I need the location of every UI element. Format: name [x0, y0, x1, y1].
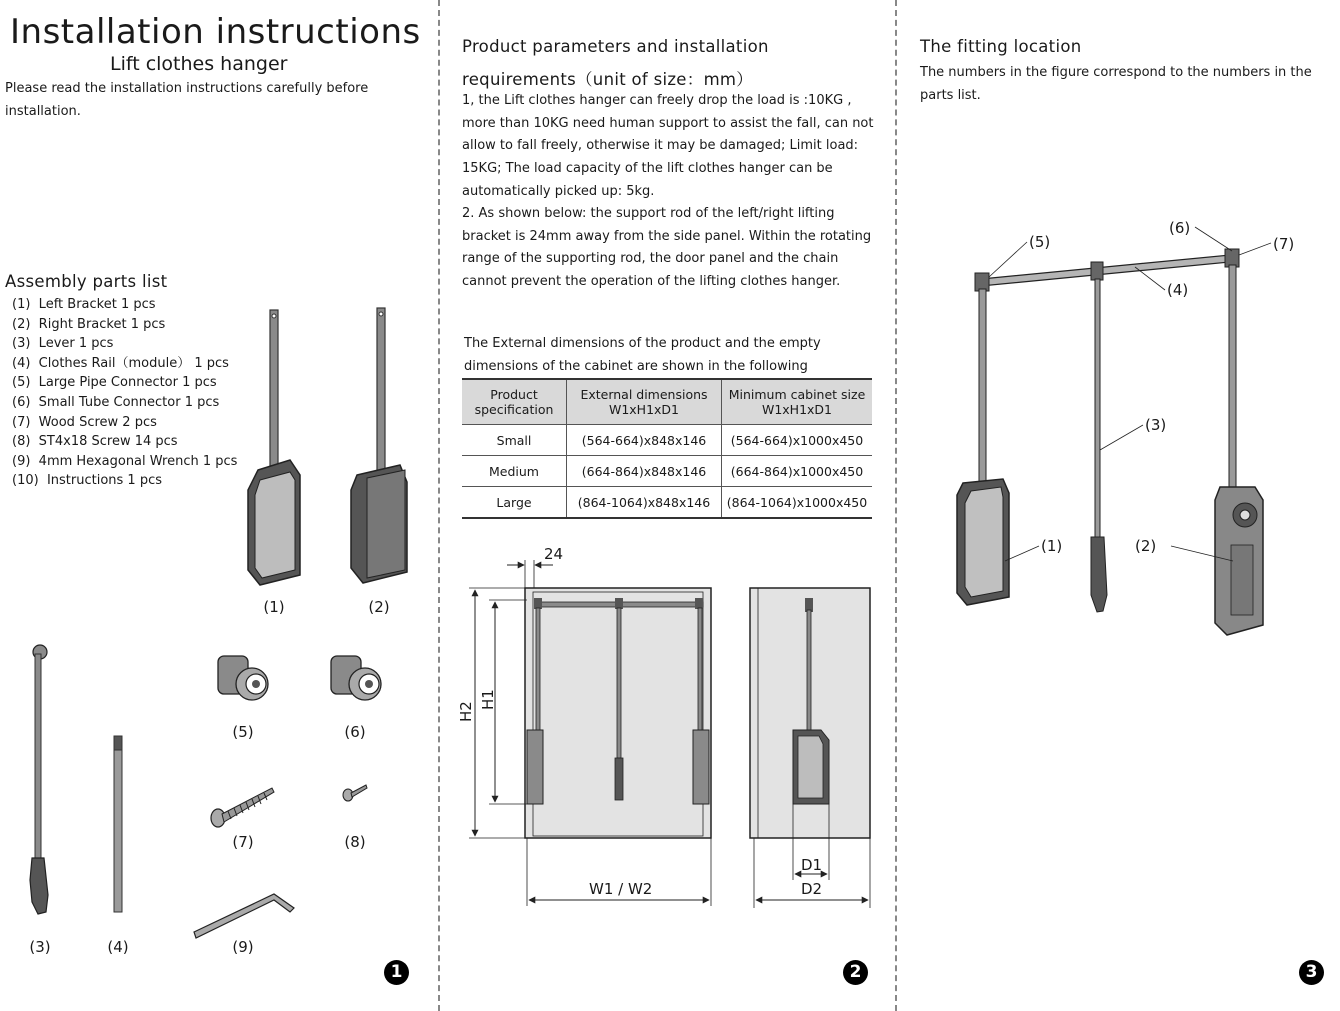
- part-caption: (6): [344, 723, 366, 741]
- d1-label: D1: [801, 856, 823, 874]
- page-number-badge: 1: [384, 960, 409, 985]
- part-caption: (5): [232, 723, 254, 741]
- right-bracket-illustration: [345, 300, 415, 590]
- callout-5: (5): [1029, 233, 1051, 251]
- left-bracket-illustration: [240, 300, 310, 590]
- table-cell: (664-864)x848x146: [567, 456, 722, 487]
- fitting-note: The numbers in the figure correspond to the numbers in the parts list.: [920, 65, 1312, 103]
- table-cell: Small: [462, 425, 567, 456]
- table-row: [462, 456, 872, 487]
- table-intro: The External dimensions of the product and the empty dimensions of the cabinet are shown in the following: [464, 336, 821, 374]
- list-item: (6) Small Tube Connector 1 pcs: [12, 394, 220, 410]
- params-heading-line1: Product parameters and installation: [462, 37, 769, 56]
- h1-label: H1: [479, 689, 497, 710]
- list-item: (9) 4mm Hexagonal Wrench 1 pcs: [12, 453, 238, 469]
- params-heading-line2: requirements（unit of size：mm）: [462, 70, 754, 89]
- callout-4: (4): [1167, 281, 1189, 299]
- panel-divider-1: [438, 0, 440, 1011]
- table-cell: (664-864)x1000x450: [722, 456, 873, 487]
- table-header: External dimensions W1xH1xD1: [567, 379, 722, 425]
- callout-6: (6): [1169, 219, 1191, 237]
- clothes-rail-illustration: [108, 732, 128, 917]
- page-title: Installation instructions: [10, 12, 421, 52]
- st4x18-screw-illustration: [340, 780, 370, 804]
- width-label: W1 / W2: [589, 880, 653, 898]
- read-note: Please read the installation instructions carefully before installation.: [5, 81, 369, 119]
- params-paragraph-2: 2. As shown below: the support rod of the left/right lifting bracket is 24mm away from the side panel. Within the rotating range of the supporting rod, the door panel and the chain cannot prevent the operation of the lifting clothes hanger.: [462, 206, 872, 290]
- table-cell: Medium: [462, 456, 567, 487]
- table-cell: (864-1064)x848x146: [567, 487, 722, 519]
- table-header: Minimum cabinet size W1xH1xD1: [722, 379, 873, 425]
- part-caption: (3): [29, 938, 51, 956]
- list-item: (7) Wood Screw 2 pcs: [12, 414, 157, 430]
- list-item: (10) Instructions 1 pcs: [12, 473, 163, 489]
- table-cell: Large: [462, 487, 567, 519]
- part-caption: (8): [344, 833, 366, 851]
- part-caption: (2): [368, 598, 390, 616]
- list-item: (4) Clothes Rail（module） 1 pcs: [12, 355, 229, 371]
- list-item: (5) Large Pipe Connector 1 pcs: [12, 375, 217, 391]
- assembled-hanger-diagram: [945, 215, 1335, 645]
- callout-7: (7): [1273, 235, 1295, 253]
- dimensions-table: [462, 378, 872, 519]
- cabinet-front-diagram: [455, 540, 735, 920]
- gap-label: 24: [544, 545, 564, 563]
- part-caption: (9): [232, 938, 254, 956]
- params-paragraph-1: 1, the Lift clothes hanger can freely drop the load is :10KG , more than 10KG need human support to assist the fall, can not allow to fall freely, otherwise it may be damaged; Limit load: 15KG; The load capacity of the lift clothes hanger can be automatically picked up: 5kg.: [462, 93, 874, 199]
- table-header: Product specification: [462, 379, 567, 425]
- d2-label: D2: [801, 880, 823, 898]
- list-item: (2) Right Bracket 1 pcs: [12, 316, 166, 332]
- page-subtitle: Lift clothes hanger: [110, 53, 288, 75]
- parts-heading: Assembly parts list: [5, 272, 168, 291]
- cabinet-side-diagram: [745, 580, 875, 920]
- page-number-badge: 3: [1299, 960, 1324, 985]
- small-tube-connector-illustration: [325, 650, 385, 710]
- table-cell: (564-664)x1000x450: [722, 425, 873, 456]
- panel-divider-2: [895, 0, 897, 1011]
- table-row: [462, 425, 872, 456]
- h2-label: H2: [457, 701, 475, 722]
- list-item: (1) Left Bracket 1 pcs: [12, 297, 156, 312]
- part-caption: (7): [232, 833, 254, 851]
- callout-2: (2): [1135, 537, 1157, 555]
- callout-1: (1): [1041, 537, 1063, 555]
- hex-wrench-illustration: [190, 888, 300, 943]
- lever-illustration: [18, 640, 58, 920]
- table-cell: (864-1064)x1000x450: [722, 487, 873, 519]
- list-item: (8) ST4x18 Screw 14 pcs: [12, 434, 178, 450]
- fitting-heading: The fitting location: [920, 37, 1082, 56]
- page-number-badge: 2: [843, 960, 868, 985]
- callout-3: (3): [1145, 416, 1167, 434]
- table-row: [462, 487, 872, 519]
- large-pipe-connector-illustration: [212, 650, 272, 710]
- parts-list: [12, 295, 237, 491]
- part-caption: (1): [263, 598, 285, 616]
- part-caption: (4): [107, 938, 129, 956]
- table-cell: (564-664)x848x146: [567, 425, 722, 456]
- wood-screw-illustration: [208, 780, 278, 830]
- list-item: (3) Lever 1 pcs: [12, 336, 114, 352]
